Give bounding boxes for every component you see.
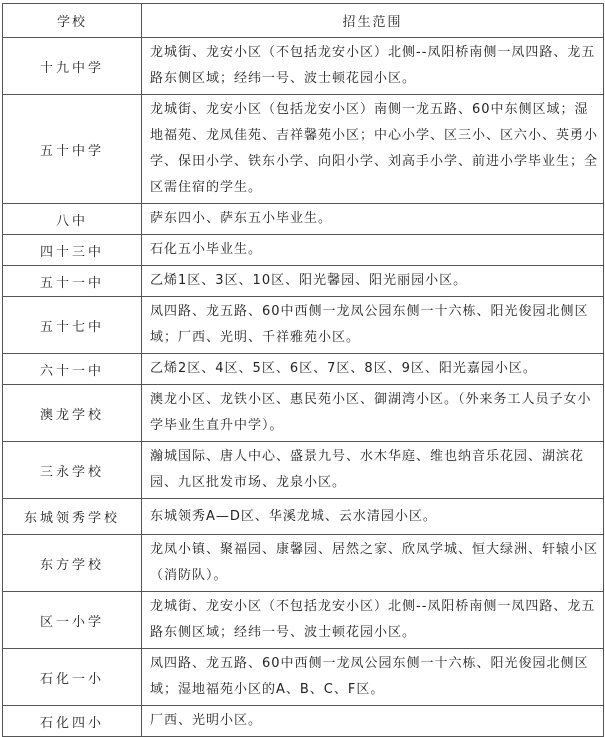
school-name: 四十三中 xyxy=(3,235,142,266)
enrollment-range: 澳龙小区、龙铁小区、惠民苑小区、御湖湾小区。（外来务工人员子女小学毕业生直升中学）。 xyxy=(142,385,604,442)
table-row xyxy=(3,442,604,499)
table-row xyxy=(3,535,604,592)
header-row xyxy=(3,4,604,38)
enrollment-range: 龙城街、龙安小区（不包括龙安小区）北侧--凤阳桥南侧一凤四路、龙五路东侧区域；经纬一号、波士顿花园小区。 xyxy=(142,592,604,649)
school-name: 三永学校 xyxy=(3,442,142,499)
enrollment-range: 凤四路、龙五路、60中西侧一龙凤公园东侧一十六栋、阳光俊园北侧区域；厂西、光明、千祥雅苑小区。 xyxy=(142,297,604,354)
table-row xyxy=(3,204,604,235)
school-name: 八中 xyxy=(3,204,142,235)
table-row xyxy=(3,38,604,95)
enrollment-range: 东城领秀A—D区、华溪龙城、云水清园小区。 xyxy=(142,499,604,535)
table-row xyxy=(3,385,604,442)
enrollment-range: 龙凤小镇、聚福园、康馨园、居然之家、欣凤学城、恒大绿洲、轩辕小区（消防队）。 xyxy=(142,535,604,592)
enrollment-range: 龙城街、龙安小区（不包括龙安小区）北侧--凤阳桥南侧一凤四路、龙五路东侧区域；经纬一号、波士顿花园小区。 xyxy=(142,38,604,95)
header-range: 招生范围 xyxy=(142,4,604,38)
school-name: 东城领秀学校 xyxy=(3,499,142,535)
table-row xyxy=(3,235,604,266)
school-name: 东方学校 xyxy=(3,535,142,592)
enrollment-range: 瀚城国际、唐人中心、盛景九号、水木华庭、维也纳音乐花园、湖滨花园、九区批发市场、龙泉小区。 xyxy=(142,442,604,499)
enrollment-range: 石化五小毕业生。 xyxy=(142,235,604,266)
school-name: 石化一小 xyxy=(3,649,142,706)
enrollment-range: 乙烯1区、3区、10区、阳光馨园、阳光丽园小区。 xyxy=(142,266,604,297)
table-row xyxy=(3,297,604,354)
table-row xyxy=(3,266,604,297)
header-school: 学校 xyxy=(3,4,142,38)
enrollment-range: 乙烯2区、4区、5区、6区、7区、8区、9区、阳光嘉园小区。 xyxy=(142,354,604,385)
school-name: 五十七中 xyxy=(3,297,142,354)
enrollment-table xyxy=(2,3,604,737)
school-name: 澳龙学校 xyxy=(3,385,142,442)
table-row xyxy=(3,354,604,385)
school-name: 十九中学 xyxy=(3,38,142,95)
table-row xyxy=(3,592,604,649)
table-row xyxy=(3,95,604,204)
table-row xyxy=(3,649,604,706)
school-name: 五十中学 xyxy=(3,95,142,204)
enrollment-range: 凤四路、龙五路、60中西侧一龙凤公园东侧一十六栋、阳光俊园北侧区域；湿地福苑小区的A、B、C、F区。 xyxy=(142,649,604,706)
school-name: 石化四小 xyxy=(3,706,142,737)
table-row xyxy=(3,706,604,737)
school-name: 区一小学 xyxy=(3,592,142,649)
table-row xyxy=(3,499,604,535)
enrollment-range: 龙城街、龙安小区（包括龙安小区）南侧一龙五路、60中东侧区域；湿地福苑、龙凤佳苑、吉祥馨苑小区；中心小学、区三小、区六小、英勇小学、保田小学、铁东小学、向阳小学、刘高手小学、前进小学毕业生；全区需住宿的学生。 xyxy=(142,95,604,204)
school-name: 六十一中 xyxy=(3,354,142,385)
school-name: 五十一中 xyxy=(3,266,142,297)
enrollment-range: 萨东四小、萨东五小毕业生。 xyxy=(142,204,604,235)
enrollment-range: 厂西、光明小区。 xyxy=(142,706,604,737)
